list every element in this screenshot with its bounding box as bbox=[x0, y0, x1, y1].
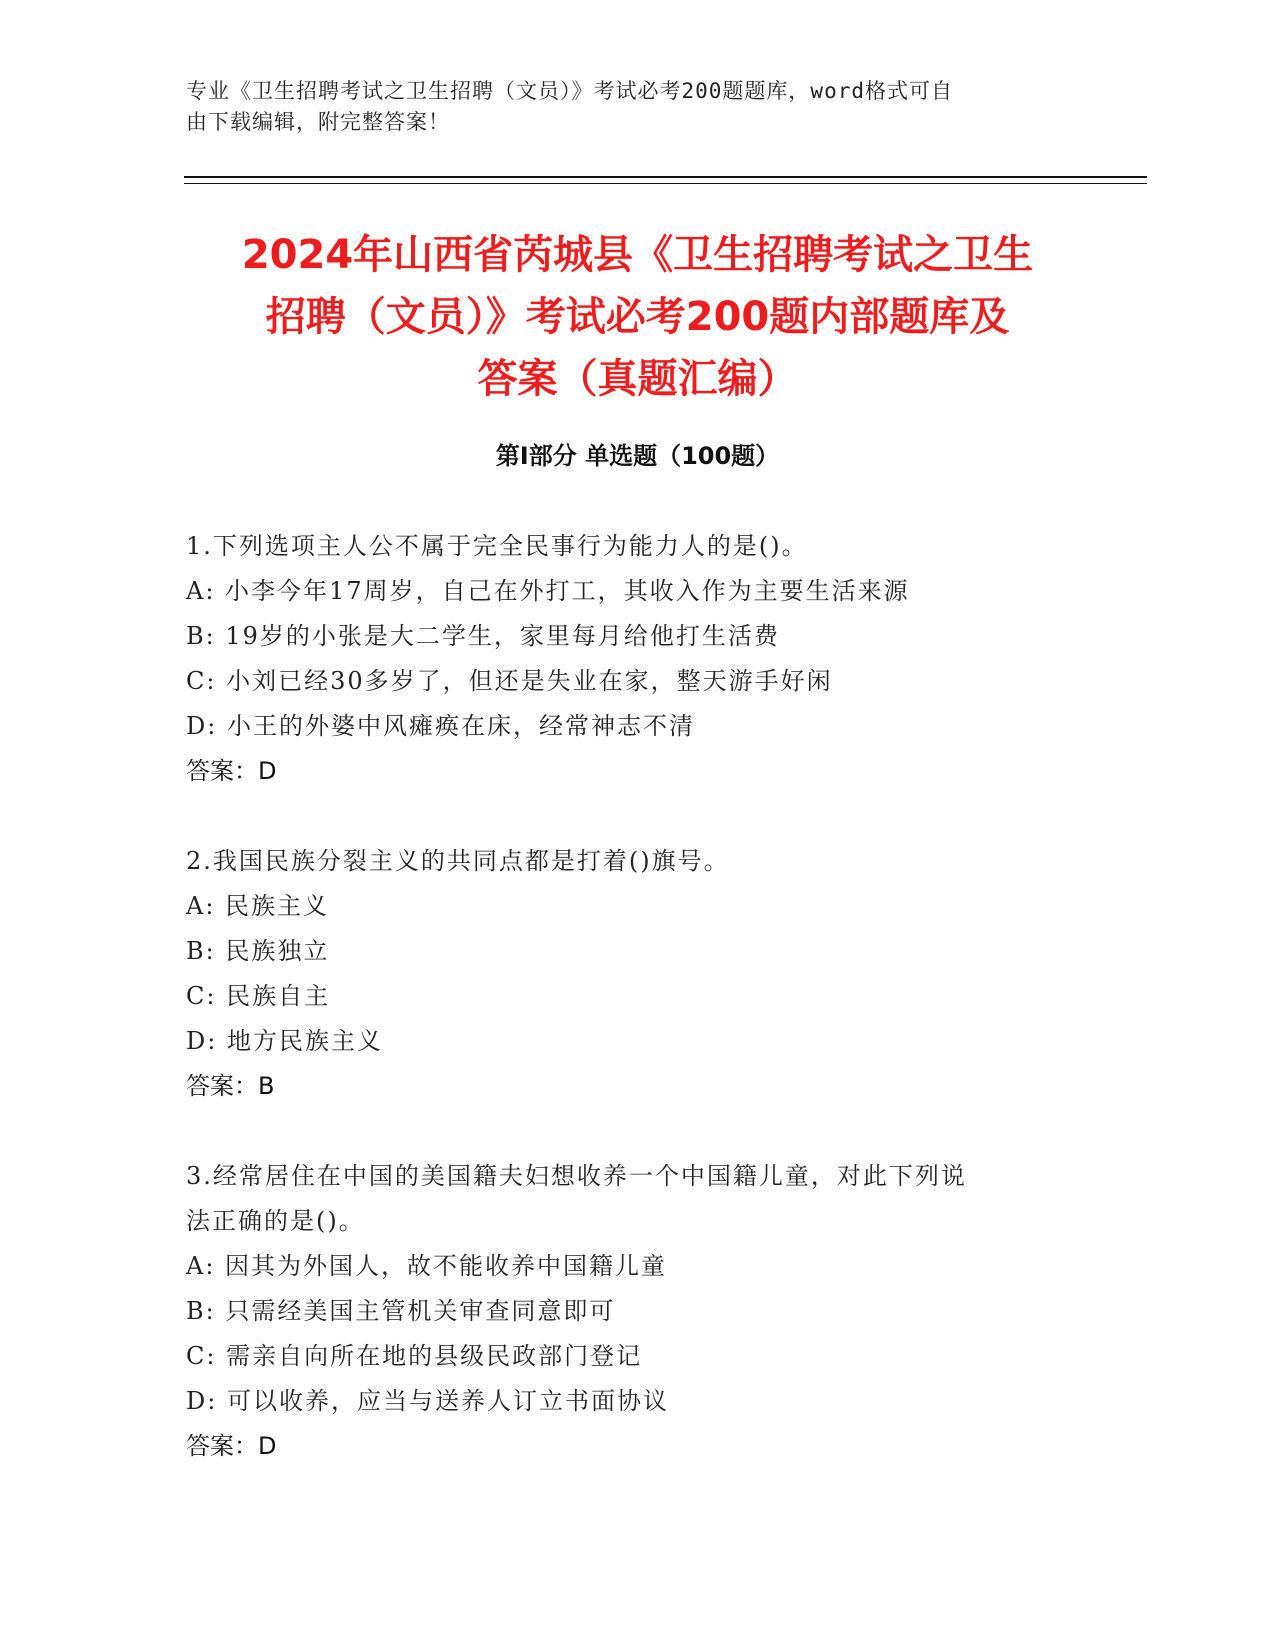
option-a: A: 因其为外国人，故不能收养中国籍儿童 bbox=[186, 1252, 668, 1280]
document-title-line-2: 招聘（文员）》考试必考200题内部题库及 bbox=[265, 294, 1010, 340]
header-note bbox=[186, 76, 1066, 138]
answer: 答案：D bbox=[186, 757, 277, 785]
question-3 bbox=[186, 1154, 1086, 1469]
option-c: C: 小刘已经30多岁了，但还是失业在家，整天游手好闲 bbox=[186, 667, 833, 695]
question-2 bbox=[186, 839, 1086, 1109]
option-b: B: 民族独立 bbox=[186, 937, 330, 965]
option-d: D: 地方民族主义 bbox=[186, 1027, 383, 1055]
option-a: A: 民族主义 bbox=[186, 892, 330, 920]
option-d: D: 小王的外婆中风瘫痪在床，经常神志不清 bbox=[186, 712, 695, 740]
document-title-line-1: 2024年山西省芮城县《卫生招聘考试之卫生 bbox=[241, 232, 1034, 278]
answer: 答案：D bbox=[186, 1432, 277, 1460]
option-c: C: 民族自主 bbox=[186, 982, 331, 1010]
header-rule-thick bbox=[184, 176, 1147, 178]
header-rule-thin bbox=[184, 183, 1147, 184]
option-d: D: 可以收养，应当与送养人订立书面协议 bbox=[186, 1387, 669, 1415]
answer: 答案：B bbox=[186, 1072, 275, 1100]
question-stem-line-2: 法正确的是()。 bbox=[186, 1207, 365, 1235]
option-c: C: 需亲自向所在地的县级民政部门登记 bbox=[186, 1342, 643, 1370]
question-stem: 2.我国民族分裂主义的共同点都是打着()旗号。 bbox=[186, 847, 730, 875]
question-list bbox=[186, 524, 1086, 1514]
document-title bbox=[150, 224, 1125, 410]
document-title-line-3: 答案（真题汇编） bbox=[477, 356, 798, 402]
question-1 bbox=[186, 524, 1086, 794]
question-stem-line-1: 3.经常居住在中国的美国籍夫妇想收养一个中国籍儿童，对此下列说 bbox=[186, 1162, 967, 1190]
header-note-line-1: 专业《卫生招聘考试之卫生招聘（文员）》考试必考200题题库，word格式可自 bbox=[186, 79, 953, 103]
section-title: 第I部分 单选题（100题） bbox=[495, 442, 780, 470]
header-note-line-2: 由下载编辑，附完整答案！ bbox=[186, 110, 450, 134]
option-b: B: 19岁的小张是大二学生，家里每月给他打生活费 bbox=[186, 622, 780, 650]
option-b: B: 只需经美国主管机关审查同意即可 bbox=[186, 1297, 616, 1325]
question-stem: 1.下列选项主人公不属于完全民事行为能力人的是()。 bbox=[186, 532, 808, 560]
option-a: A: 小李今年17周岁，自己在外打工，其收入作为主要生活来源 bbox=[186, 577, 910, 605]
